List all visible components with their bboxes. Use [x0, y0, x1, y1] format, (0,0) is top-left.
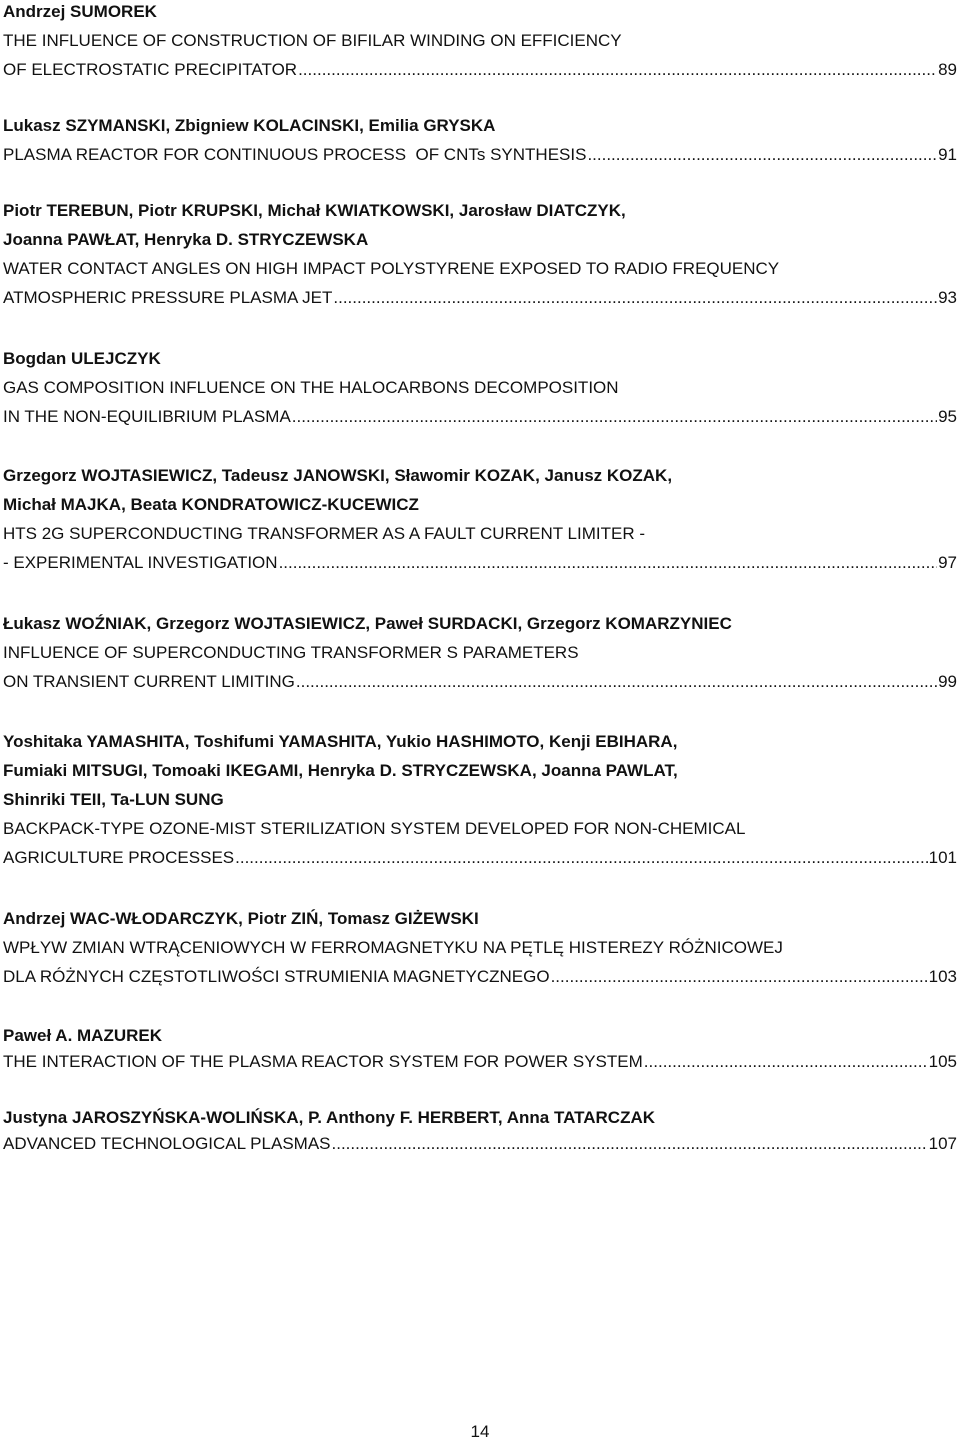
dot-leader: [551, 962, 928, 991]
entry-authors: Yoshitaka YAMASHITA, Toshifumi YAMASHITA, Yukio HASHIMOTO, Kenji EBIHARA,: [3, 732, 678, 751]
dot-leader: [587, 140, 937, 169]
toc-entry: [3, 461, 957, 577]
entry-title-final-line: [3, 402, 957, 431]
dot-leader: [333, 283, 937, 312]
entry-title-line: PLASMA REACTOR FOR CONTINUOUS PROCESS OF CNTs SYNTHESIS: [3, 145, 587, 164]
entry-title-final-line: [3, 843, 957, 872]
entry-title-line: ATMOSPHERIC PRESSURE PLASMA JET: [3, 288, 333, 307]
dot-leader: [298, 55, 937, 84]
entry-page-number: 103: [928, 967, 957, 986]
entry-title-final-line: [3, 1129, 957, 1158]
toc-entry: [3, 0, 957, 84]
toc-entry: [3, 196, 957, 312]
entry-authors: Lukasz SZYMANSKI, Zbigniew KOLACINSKI, Emilia GRYSKA: [3, 116, 496, 135]
toc-entry: [3, 1021, 957, 1076]
entry-title-final-line: [3, 667, 957, 696]
entry-title-line: GAS COMPOSITION INFLUENCE ON THE HALOCARBONS DECOMPOSITION: [3, 378, 619, 397]
entry-authors: Michał MAJKA, Beata KONDRATOWICZ-KUCEWICZ: [3, 495, 419, 514]
dot-leader: [296, 667, 937, 696]
entry-authors: Grzegorz WOJTASIEWICZ, Tadeusz JANOWSKI, Sławomir KOZAK, Janusz KOZAK,: [3, 466, 673, 485]
dot-leader: [235, 843, 928, 872]
entry-authors: Paweł A. MAZUREK: [3, 1026, 163, 1045]
toc-entry: [3, 904, 957, 991]
dot-leader: [332, 1129, 928, 1158]
entry-authors: Andrzej WAC-WŁODARCZYK, Piotr ZIŃ, Tomasz GIŻEWSKI: [3, 909, 479, 928]
entry-title-final-line: [3, 1047, 957, 1076]
entry-page-number: 101: [928, 848, 957, 867]
entry-title-line: HTS 2G SUPERCONDUCTING TRANSFORMER AS A FAULT CURRENT LIMITER -: [3, 524, 645, 543]
toc-entry: [3, 111, 957, 169]
entry-page-number: 97: [938, 553, 957, 572]
entry-page-number: 107: [928, 1134, 957, 1153]
entry-authors: Bogdan ULEJCZYK: [3, 349, 161, 368]
dot-leader: [644, 1047, 928, 1076]
entry-authors: Fumiaki MITSUGI, Tomoaki IKEGAMI, Henryka D. STRYCZEWSKA, Joanna PAWLAT,: [3, 761, 678, 780]
entry-title-line: BACKPACK-TYPE OZONE-MIST STERILIZATION SYSTEM DEVELOPED FOR NON-CHEMICAL: [3, 819, 746, 838]
entry-page-number: 91: [938, 145, 957, 164]
toc-entry: [3, 344, 957, 431]
entry-authors: Justyna JAROSZYŃSKA-WOLIŃSKA, P. Anthony F. HERBERT, Anna TATARCZAK: [3, 1108, 656, 1127]
entry-authors: Piotr TEREBUN, Piotr KRUPSKI, Michał KWIATKOWSKI, Jarosław DIATCZYK,: [3, 201, 626, 220]
toc-entry: [3, 609, 957, 696]
entry-page-number: 99: [938, 672, 957, 691]
entry-title-line: ON TRANSIENT CURRENT LIMITING: [3, 672, 295, 691]
footer-page-number: 14: [470, 1422, 490, 1441]
entry-title-line: DLA RÓŻNYCH CZĘSTOTLIWOŚCI STRUMIENIA MAGNETYCZNEGO: [3, 967, 550, 986]
entry-title-final-line: [3, 548, 957, 577]
entry-title-line: WATER CONTACT ANGLES ON HIGH IMPACT POLYSTYRENE EXPOSED TO RADIO FREQUENCY: [3, 259, 780, 278]
entry-page-number: 95: [938, 407, 957, 426]
toc-entry: [3, 727, 957, 872]
entry-authors: Shinriki TEII, Ta-LUN SUNG: [3, 790, 224, 809]
page-footer: [0, 1420, 960, 1444]
entry-authors: Joanna PAWŁAT, Henryka D. STRYCZEWSKA: [3, 230, 369, 249]
entry-authors: Łukasz WOŹNIAK, Grzegorz WOJTASIEWICZ, Paweł SURDACKI, Grzegorz KOMARZYNIEC: [3, 614, 732, 633]
entry-title-line: AGRICULTURE PROCESSES: [3, 848, 235, 867]
entry-title-final-line: [3, 140, 957, 169]
entry-title-line: - EXPERIMENTAL INVESTIGATION: [3, 553, 278, 572]
entry-page-number: 89: [938, 60, 957, 79]
entry-title-line: INFLUENCE OF SUPERCONDUCTING TRANSFORMER S PARAMETERS: [3, 643, 579, 662]
entry-title-final-line: [3, 55, 957, 84]
entry-title-line: OF ELECTROSTATIC PRECIPITATOR: [3, 60, 298, 79]
entry-authors: Andrzej SUMOREK: [3, 2, 157, 21]
entry-title-final-line: [3, 962, 957, 991]
entry-title-final-line: [3, 283, 957, 312]
dot-leader: [292, 402, 937, 431]
entry-page-number: 93: [938, 288, 957, 307]
entry-title-line: THE INTERACTION OF THE PLASMA REACTOR SYSTEM FOR POWER SYSTEM: [3, 1052, 643, 1071]
entry-title-line: WPŁYW ZMIAN WTRĄCENIOWYCH W FERROMAGNETYKU NA PĘTLĘ HISTEREZY RÓŻNICOWEJ: [3, 938, 783, 957]
toc-entry: [3, 1103, 957, 1158]
dot-leader: [279, 548, 938, 577]
entry-title-line: ADVANCED TECHNOLOGICAL PLASMAS: [3, 1134, 331, 1153]
entry-page-number: 105: [928, 1052, 957, 1071]
entry-title-line: THE INFLUENCE OF CONSTRUCTION OF BIFILAR WINDING ON EFFICIENCY: [3, 31, 622, 50]
entry-title-line: IN THE NON-EQUILIBRIUM PLASMA: [3, 407, 291, 426]
